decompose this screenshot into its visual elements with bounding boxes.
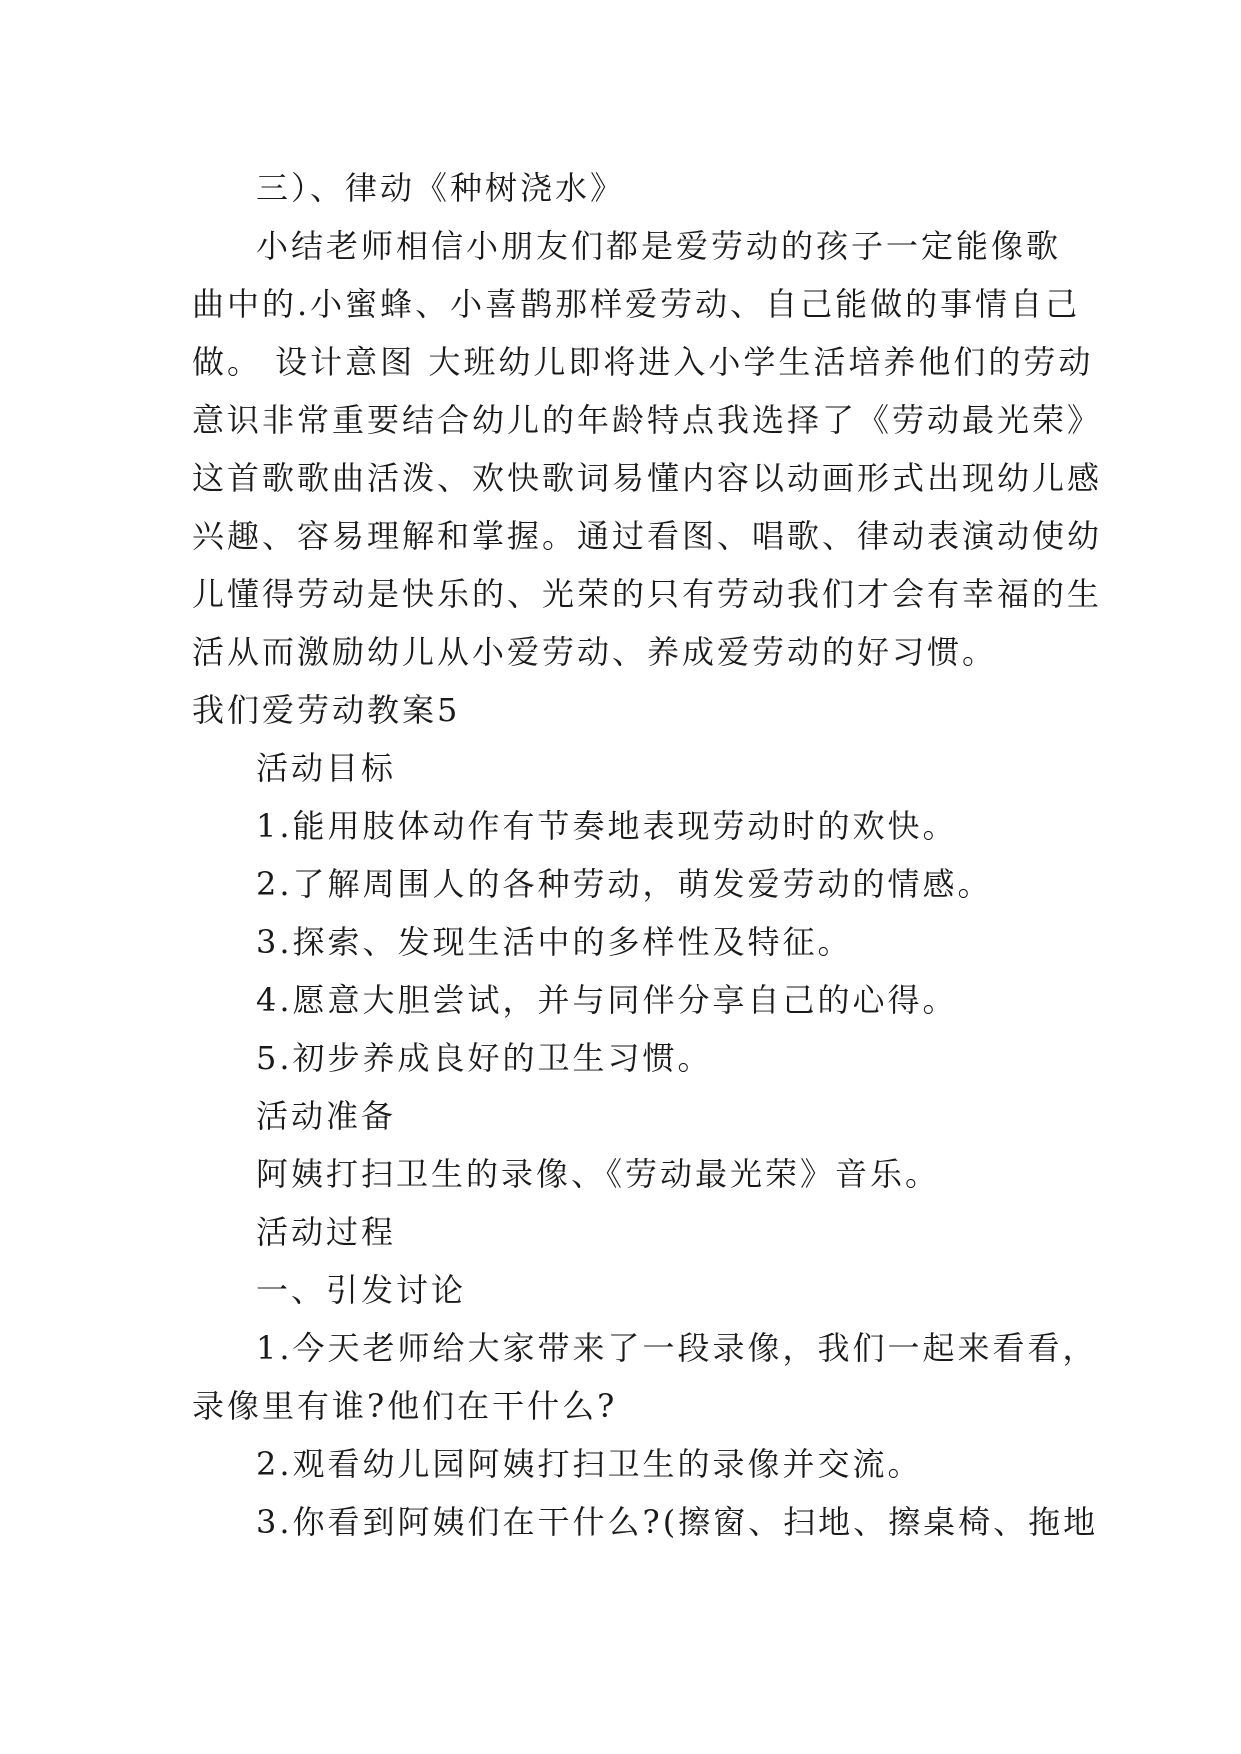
- section-heading-rhythm: 三）、律动《种树浇水》: [256, 169, 626, 207]
- paragraph-line: 小结老师相信小朋友们都是爱劳动的孩子一定能像歌: [256, 227, 1062, 265]
- paragraph-line: 活从而激励幼儿从小爱劳动、养成爱劳动的好习惯。: [192, 633, 998, 671]
- paragraph-line: 儿懂得劳动是快乐的、光荣的只有劳动我们才会有幸福的生: [192, 575, 1103, 613]
- goal-item: 3.探索、发现生活中的多样性及特征。: [256, 923, 853, 961]
- process-step: 3.你看到阿姨们在干什么?(擦窗、扫地、擦桌椅、拖地: [256, 1503, 1099, 1541]
- goal-item: 2.了解周围人的各种劳动，萌发爱劳动的情感。: [256, 865, 993, 903]
- section-heading-process: 活动过程: [256, 1213, 397, 1251]
- process-step-continued: 录像里有谁?他们在干什么?: [192, 1387, 618, 1425]
- goal-item: 5.初步养成良好的卫生习惯。: [256, 1039, 713, 1077]
- section-heading-preparation: 活动准备: [256, 1097, 397, 1135]
- process-step: 1.今天老师给大家带来了一段录像，我们一起来看看，: [256, 1329, 1098, 1367]
- paragraph-line: 意识非常重要结合幼儿的年龄特点我选择了《劳动最光荣》: [192, 401, 1103, 439]
- goal-item: 4.愿意大胆尝试，并与同伴分享自己的心得。: [256, 981, 958, 1019]
- preparation-text: 阿姨打扫卫生的录像、《劳动最光荣》音乐。: [256, 1155, 941, 1193]
- lesson-title: 我们爱劳动教案5: [192, 691, 461, 729]
- section-heading-goals: 活动目标: [256, 749, 397, 787]
- paragraph-line: 这首歌歌曲活泼、欢快歌词易懂内容以动画形式出现幼儿感: [192, 459, 1103, 497]
- process-step: 2.观看幼儿园阿姨打扫卫生的录像并交流。: [256, 1445, 923, 1483]
- subsection-heading: 一、引发讨论: [256, 1271, 467, 1309]
- paragraph-line: 曲中的.小蜜蜂、小喜鹊那样爱劳动、自己能做的事情自己: [192, 285, 1081, 323]
- goal-item: 1.能用肢体动作有节奏地表现劳动时的欢快。: [256, 807, 958, 845]
- paragraph-line: 兴趣、容易理解和掌握。通过看图、唱歌、律动表演动使幼: [192, 517, 1103, 555]
- paragraph-line: 做。 设计意图 大班幼儿即将进入小学生活培养他们的劳动: [192, 343, 1094, 381]
